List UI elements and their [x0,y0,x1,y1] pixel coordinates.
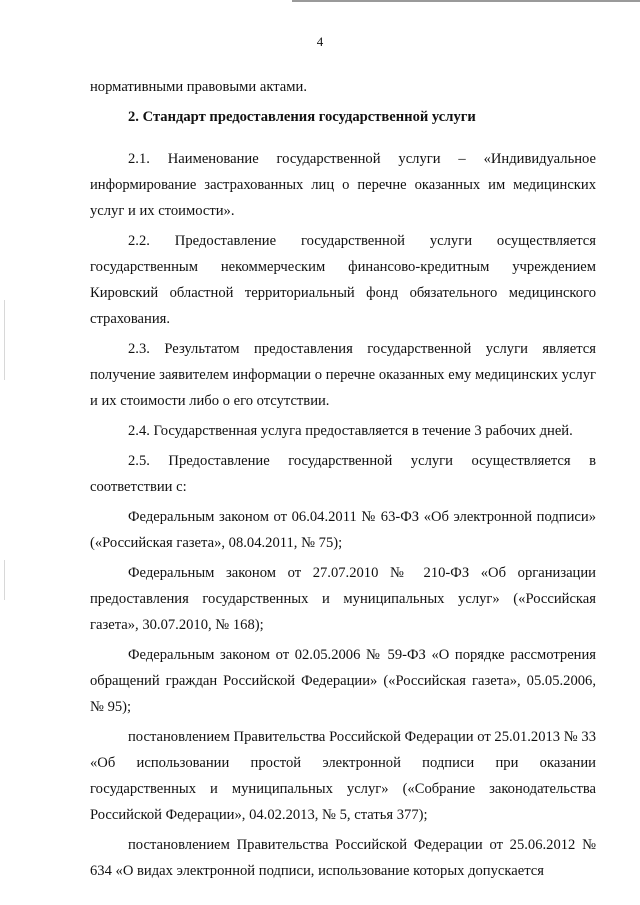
scan-margin-mark [4,300,5,380]
law-item-59-fz: Федеральным законом от 02.05.2006 № 59-ФЗ «О порядке рассмотрения обращений граждан Российской Федерации» («Российская газета», 05.05.2006, № 95); [90,647,596,715]
page-number: 4 [316,34,324,49]
law-item-63-fz: Федеральным законом от 06.04.2011 № 63-ФЗ «Об электронной подписи» («Российская газета», 08.04.2011, № 75); [90,509,596,551]
paragraph-2-4: 2.4. Государственная услуга предоставляется в течение 3 рабочих дней. [128,423,573,439]
law-item-210-fz: Федеральным законом от 27.07.2010 № 210-ФЗ «Об организации предоставления государственных и муниципальных услуг» («Российская газета», 30.07.2010, № 168); [90,565,596,633]
paragraph-2-1: 2.1. Наименование государственной услуги – «Индивидуальное информирование застрахованных лиц о перечне оказанных им медицинских услуг и их стоимости». [90,151,596,219]
paragraph-2-3: 2.3. Результатом предоставления государственной услуги является получение заявителем информации о перечне оказанных ему медицинских услуг и их стоимости либо о его отсутствии. [90,341,596,409]
decree-item-634: постановлением Правительства Российской Федерации от 25.06.2012 № 634 «О видах электронной подписи, использование которых допускается [90,837,596,879]
section-heading: 2. Стандарт предоставления государственной услуги [128,109,476,125]
scan-edge-line [292,0,640,2]
decree-item-33: постановлением Правительства Российской Федерации от 25.01.2013 № 33 «Об использовании простой электронной подписи при оказании государственных и муниципальных услуг» («Собрание законодательства Российской Федерации», 04.02.2013, № 5, статья 377); [90,729,596,823]
document-body [90,74,596,884]
paragraph-2-2: 2.2. Предоставление государственной услуги осуществляется государственным некоммерческим финансово-кредитным учреждением Кировский областной территориальный фонд обязательного медицинского страхования. [90,233,596,327]
scan-margin-mark [4,560,5,600]
paragraph-2-5: 2.5. Предоставление государственной услуги осуществляется в соответствии с: [90,453,596,495]
intro-line: нормативными правовыми актами. [90,79,307,95]
